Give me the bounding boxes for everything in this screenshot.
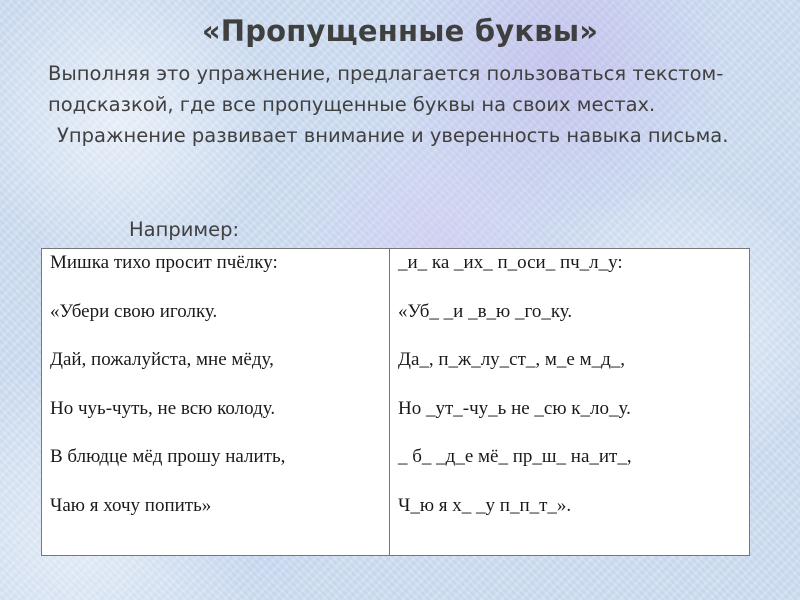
poem-line: Мишка тихо просит пчёлку:	[50, 252, 278, 273]
exercise-line: Да_, п_ж_лу_ст_, м_е м_д_,	[398, 349, 626, 370]
poem-line: Дай, пожалуйста, мне мёду,	[50, 349, 274, 370]
exercise-line: Ч_ю я х_ _у п_п_т_».	[398, 494, 572, 516]
poem-line: «Убери свою иголку.	[50, 300, 218, 322]
intro-paragraph-2: Упражнение развивает внимание и уверенность навыка письма.	[57, 124, 729, 147]
table-row	[42, 249, 750, 556]
poem-table	[41, 248, 750, 556]
exercise-line: «Уб_ _и _в_ю _го_ку.	[398, 300, 573, 322]
poem-line: Чаю я хочу попить»	[50, 494, 212, 516]
original-poem-cell	[42, 249, 390, 556]
poem-line: В блюдце мёд прошу налить,	[50, 446, 286, 467]
exercise-line: Но _ут_-чу_ь не _сю к_ло_у.	[398, 397, 631, 419]
exercise-line: _и_ ка _их_ п_оси_ пч_л_у:	[398, 252, 623, 273]
exercise-cell	[390, 249, 750, 556]
intro-paragraph-1: Выполняя это упражнение, предлагается пользоваться текстом-подсказкой, где все пропущенные буквы на своих местах.	[48, 62, 724, 116]
page-title: «Пропущенные буквы»	[201, 14, 599, 48]
intro-text	[48, 58, 778, 151]
exercise-line: _ б_ _д_е мё_ пр_ш_ на_ит_,	[398, 446, 632, 467]
poem-line: Но чуь-чуть, не всю колоду.	[50, 397, 276, 419]
example-label: Например:	[129, 218, 240, 241]
